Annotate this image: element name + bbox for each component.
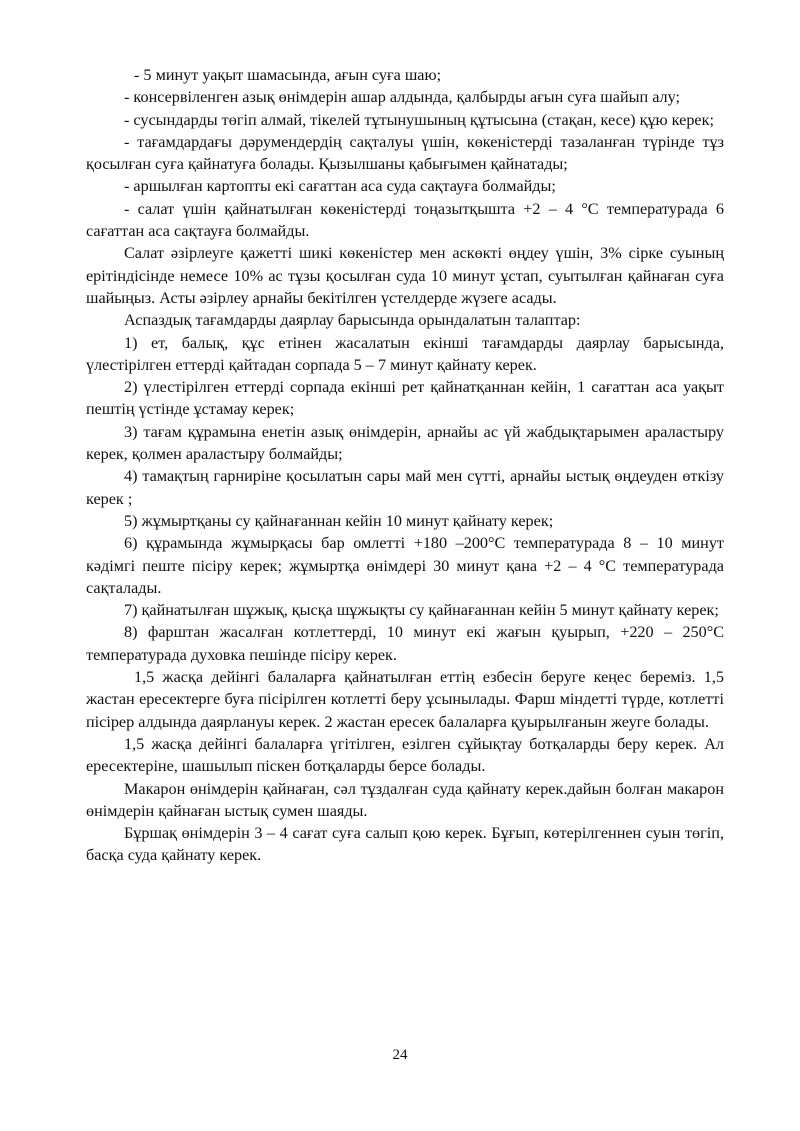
- paragraph: - тағамдардағы дәрумендердің сақталуы үшін, көкеністерді тазаланған түрінде тұз қосылған суға қайнатуға болады. Қызылшаны қабығымен қайнатады;: [86, 132, 724, 174]
- paragraph: Макарон өнімдерін қайнаған, сәл тұздалған суда қайнату керек.дайын болған макарон өнімдерін қайнаған ыстық сумен шаяды.: [86, 779, 724, 820]
- paragraph: - салат үшін қайнатылған көкеністерді тоңазытқышта +2 – 4 °С температурада 6 сағаттан аса сақтауға болмайды.: [86, 199, 724, 241]
- paragraph: - консервіленген азық өнімдерін ашар алдында, қалбырды ағын суға шайып алу;: [124, 88, 680, 107]
- page-body: [86, 64, 724, 867]
- paragraph: - аршылған картопты екі сағаттан аса суда сақтауға болмайды;: [124, 177, 556, 196]
- paragraph: 6) құрамында жұмырқасы бар омлетті +180 –200°С температурада 8 – 10 минут кәдімгі пеште пісіру керек; жұмыртқа өнімдері 30 минут қана +2 – 4 °С температурада сақталады.: [86, 534, 724, 597]
- paragraph: Бұршақ өнімдерін 3 – 4 сағат суға салып қою керек. Бұғып, көтерілгеннен суын төгіп, басқа суда қайнату керек.: [86, 824, 724, 865]
- paragraph: 1,5 жасқа дейінгі балаларға үгітілген, езілген сұйықтау ботқаларды беру керек. Ал ересектеріне, шашылып піскен ботқаларды берсе болады.: [86, 734, 724, 776]
- page-number: 24: [392, 1047, 408, 1063]
- paragraph: 3) тағам құрамына енетін азық өнімдерін, арнайы ас үй жабдықтарымен араластыру керек, қолмен араластыру болмайды;: [86, 422, 724, 464]
- paragraph: 1) ет, балық, құс етінен жасалатын екінші тағамдарды даярлау барысында, үлестірілген еттерді қайтадан сорпада 5 – 7 минут қайнату керек.: [86, 333, 724, 374]
- paragraph: - 5 минут уақыт шамасында, ағын суға шаю;: [134, 66, 442, 84]
- paragraph: Аспаздық тағамдарды даярлау барысында орындалатын талаптар:: [124, 311, 581, 330]
- paragraph: 8) фарштан жасалған котлеттерді, 10 минут екі жағын қуырып, +220 – 250°С температурада духовка пешінде пісіру керек.: [86, 623, 724, 664]
- paragraph: 5) жұмыртқаны су қайнағаннан кейін 10 минут қайнату керек;: [124, 511, 554, 530]
- paragraph: 4) тамақтың гарниріне қосылатын сары май мен сүтті, арнайы ыстық өңдеуден өткізу керек ;: [86, 467, 724, 508]
- paragraph: Салат әзірлеуге қажетті шикі көкеністер мен аскөкті өңдеу үшін, 3% сірке суының ерітіндісінде немесе 10% ас тұзы қосылған суда 10 минут ұстап, суытылған қайнаған суға шайыңыз. Асты әзірлеу арнайы бекітілген үстелдерде жүзеге асады.: [86, 244, 724, 307]
- paragraph: 2) үлестірілген еттерді сорпада екінші рет қайнатқаннан кейін, 1 сағаттан аса уақыт пештің үстінде ұстамау керек;: [86, 378, 724, 419]
- paragraph: 1,5 жасқа дейінгі балаларға қайнатылған еттің езбесін беруге кеңес береміз. 1,5 жастан ересектерге буға пісірілген котлетті беру ұсынылады. Фарш міндетті түрде, котлетті пісірер алдында даярлануы керек. 2 жастан ересек балаларға қуырылғанын жеуге болады.: [86, 668, 724, 731]
- paragraph: - сусындарды төгіп алмай, тікелей тұтынушының құтысына (стақан, кесе) құю керек;: [124, 110, 714, 129]
- paragraph: 7) қайнатылған шұжық, қысқа шұжықты су қайнағаннан кейін 5 минут қайнату керек;: [124, 601, 719, 620]
